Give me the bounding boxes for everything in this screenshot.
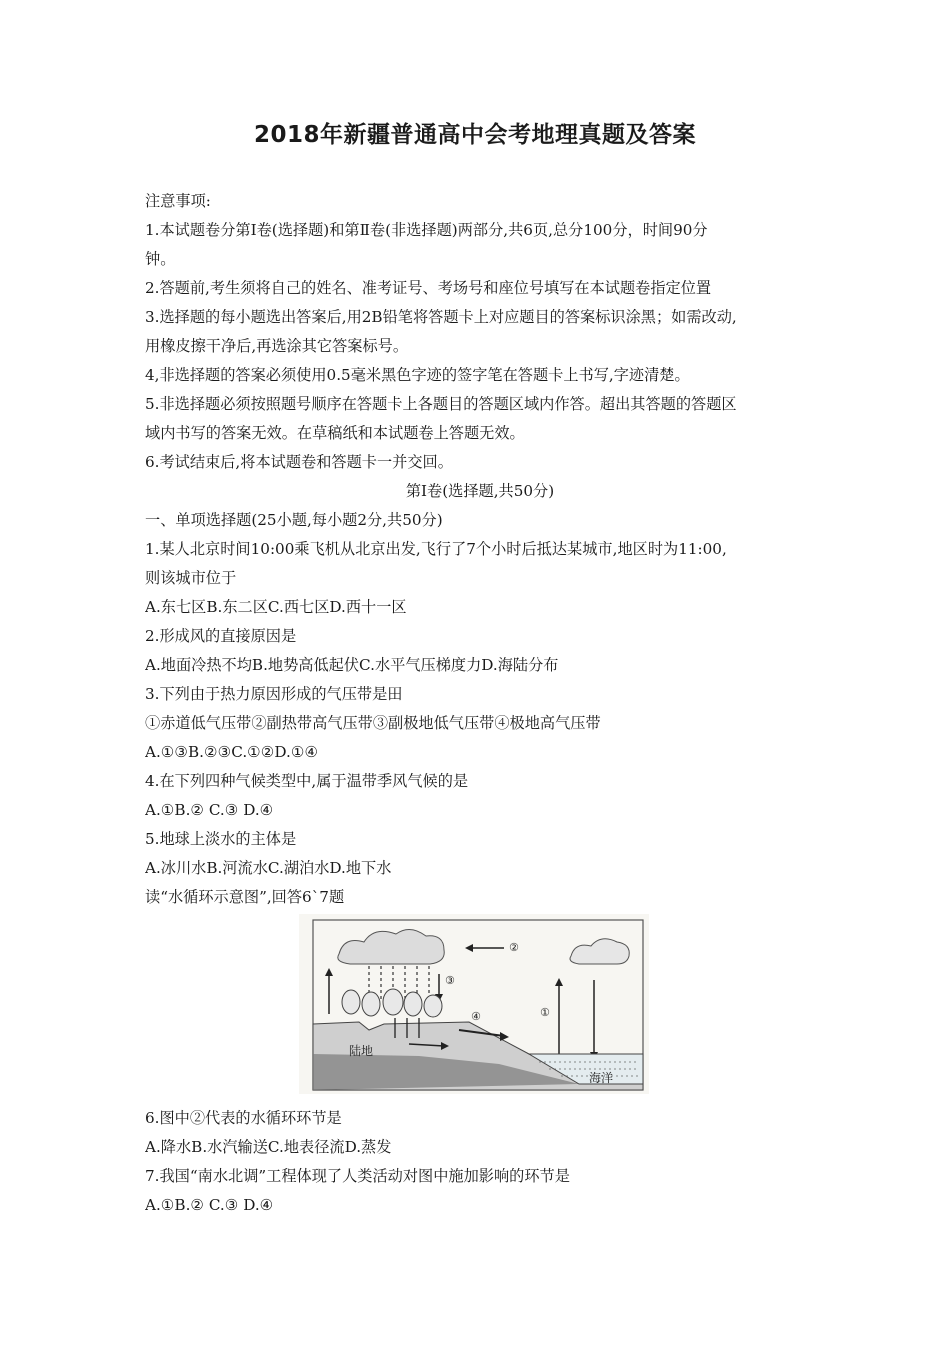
question-line: 3.下列由于热力原因形成的气压带是田 bbox=[145, 685, 403, 703]
answer-options: A.地面冷热不均B.地势高低起伏C.水平气压梯度力D.海陆分布 bbox=[145, 656, 559, 674]
question-line: 4.在下列四种气候类型中,属于温带季风气候的是 bbox=[145, 772, 469, 790]
question-line: ①赤道低气压带②副热带高气压带③副极地低气压带④极地高气压带 bbox=[145, 714, 601, 732]
text-line: 域内书写的答案无效。在草稿纸和本试题卷上答题无效。 bbox=[145, 424, 525, 442]
page-title: 2018年新疆普通高中会考地理真题及答案 bbox=[253, 122, 696, 148]
text-line: 2.答题前,考生须将自己的姓名、准考证号、考场号和座位号填写在本试题卷指定位置 bbox=[145, 279, 712, 297]
marker-2: ② bbox=[509, 941, 519, 954]
water-cycle-illustration bbox=[299, 914, 649, 1094]
land-label: 陆地 bbox=[349, 1044, 374, 1058]
marker-4: ④ bbox=[471, 1010, 481, 1023]
marker-3: ③ bbox=[445, 974, 455, 987]
section-heading: 第Ⅰ卷(选择题,共50分) bbox=[405, 482, 555, 500]
text-line: 6.考试结束后,将本试题卷和答题卡一并交回。 bbox=[145, 453, 453, 471]
marker-1: ① bbox=[540, 1006, 550, 1019]
answer-options: A.①B.② C.③ D.④ bbox=[145, 1196, 274, 1214]
water-cycle-diagram bbox=[299, 914, 649, 1094]
answer-options: A.东七区B.东二区C.西七区D.西十一区 bbox=[145, 598, 407, 616]
text-line: 4,非选择题的答案必须使用0.5毫米黑色字迹的签字笔在答题卡上书写,字迹清楚。 bbox=[145, 366, 690, 384]
text-line: 一、单项选择题(25小题,每小题2分,共50分) bbox=[145, 511, 443, 529]
question-line: 1.某人北京时间10:00乘飞机从北京出发,飞行了7个小时后抵达某城市,地区时为11:00, bbox=[145, 540, 727, 558]
answer-options: A.①③B.②③C.①②D.①④ bbox=[145, 743, 319, 761]
question-line: 5.地球上淡水的主体是 bbox=[145, 830, 297, 848]
question-line: 2.形成风的直接原因是 bbox=[145, 627, 297, 645]
figure-container bbox=[145, 914, 815, 1100]
text-line: 钟。 bbox=[145, 250, 176, 268]
answer-options: A.降水B.水汽输送C.地表径流D.蒸发 bbox=[145, 1138, 392, 1156]
answer-options: A.①B.② C.③ D.④ bbox=[145, 801, 274, 819]
ocean-label: 海洋 bbox=[589, 1071, 614, 1085]
question-line: 7.我国“南水北调”工程体现了人类活动对图中施加影响的环节是 bbox=[145, 1167, 570, 1185]
exam-content bbox=[145, 187, 815, 1220]
answer-options: A.冰川水B.河流水C.湖泊水D.地下水 bbox=[145, 859, 392, 877]
text-line: 5.非选择题必须按照题号顺序在答题卡上各题目的答题区域内作答。超出其答题的答题区 bbox=[145, 395, 737, 413]
question-line: 则该城市位于 bbox=[145, 569, 237, 587]
text-line: 3.选择题的每小题选出答案后,用2B铅笔将答题卡上对应题目的答案标识涂黑；如需改动, bbox=[145, 308, 737, 326]
question-line: 6.图中②代表的水循环环节是 bbox=[145, 1109, 342, 1127]
text-line: 1.本试题卷分第Ⅰ卷(选择题)和第Ⅱ卷(非选择题)两部分,共6页,总分100分，时间90分 bbox=[145, 221, 708, 239]
text-line: 用橡皮擦干净后,再选涂其它答案标号。 bbox=[145, 337, 409, 355]
text-line: 注意事项: bbox=[145, 192, 211, 210]
figure-caption: 读“水循环示意图”,回答6`7题 bbox=[145, 888, 345, 906]
